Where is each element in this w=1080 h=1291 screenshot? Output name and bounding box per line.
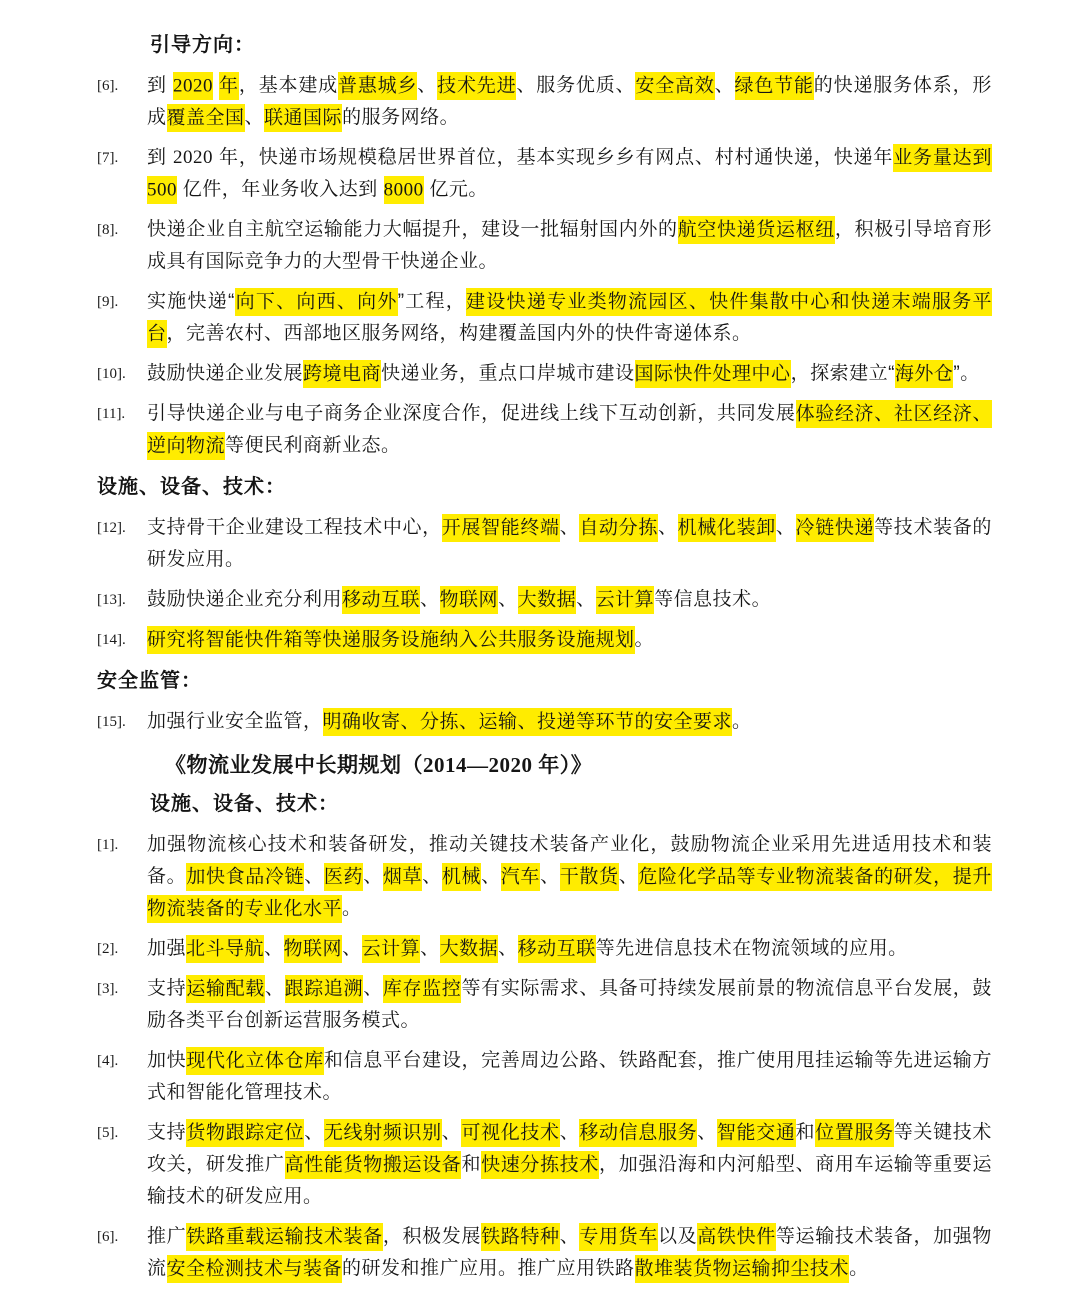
highlighted-text: 快速分拣技术: [481, 1151, 599, 1179]
plain-text: 加强: [147, 938, 187, 959]
highlighted-text: 覆盖全国: [167, 104, 245, 132]
highlighted-text: 物联网: [284, 935, 343, 963]
highlighted-text: 运输配载: [186, 975, 265, 1003]
highlighted-text: 年: [219, 72, 239, 100]
highlighted-text: 跨境电商: [303, 360, 381, 388]
highlighted-text: 业务量达到: [893, 144, 992, 172]
highlighted-text: 自动分拣: [579, 514, 658, 542]
highlighted-text: 向下、向西、向外: [235, 288, 398, 316]
highlighted-text: 高铁快件: [697, 1223, 776, 1251]
item-text: [147, 1221, 992, 1285]
item-number: [14].: [97, 632, 126, 648]
section-heading: 设施、设备、技术：: [97, 476, 286, 498]
item-number: [4].: [97, 1053, 119, 1069]
plain-text: 。: [849, 1258, 869, 1279]
highlighted-text: 2020: [173, 72, 213, 100]
highlighted-text: 散堆装货物运输抑尘技术: [635, 1255, 850, 1283]
highlighted-text: 冷链快递: [796, 514, 875, 542]
plain-text: 鼓励快递企业发展: [147, 363, 304, 384]
plain-text: 的快递服务体系，形成: [147, 75, 992, 128]
plain-text: ，基本建成: [238, 75, 338, 96]
item-text: [147, 142, 992, 206]
highlighted-text: 位置服务: [815, 1119, 894, 1147]
plain-text: ，加强沿海和内河船型、商用车运输等重要运输技术的研发应用。: [147, 1154, 992, 1207]
item-text: [147, 398, 992, 462]
item-number: [5].: [97, 1125, 119, 1141]
plain-text: 、: [264, 938, 284, 959]
list-item: [97, 973, 992, 1037]
plain-text: 到: [147, 75, 173, 96]
highlighted-text: 移动互联: [342, 586, 420, 614]
list-item: [97, 1117, 992, 1213]
item-text: [147, 1045, 992, 1109]
plain-text: 和: [795, 1122, 816, 1143]
list-item: [97, 358, 992, 390]
item-number: [9].: [97, 294, 119, 310]
plain-text: 支持: [147, 978, 187, 999]
section-heading: 设施、设备、技术：: [150, 793, 339, 815]
highlighted-text: 跟踪追溯: [285, 975, 364, 1003]
plain-text: 支持骨干企业建设工程技术中心，: [147, 517, 442, 538]
item-number: [8].: [97, 222, 119, 238]
item-number: [1].: [97, 837, 119, 853]
highlighted-text: 加快食品冷链: [186, 863, 304, 891]
highlighted-text: 联通国际: [264, 104, 342, 132]
plain-text: 、: [422, 866, 442, 887]
plain-text: 、: [420, 589, 440, 610]
plain-text: 、: [304, 1122, 324, 1143]
plain-text: ”。: [953, 363, 980, 384]
plain-text: 、: [657, 517, 678, 538]
item-text: [147, 70, 992, 134]
highlighted-text: 海外仓: [895, 360, 954, 388]
plain-text: 、: [559, 1122, 580, 1143]
highlighted-text: 大数据: [440, 935, 499, 963]
plain-text: 和信息平台建设，完善周边公路、铁路配套，推广使用甩挂运输等先进运输方式和智能化管理技术。: [147, 1050, 992, 1103]
highlighted-text: 专用货车: [579, 1223, 658, 1251]
plain-text: 等运输技术装备，加强物流: [147, 1226, 992, 1279]
list-item: [97, 829, 992, 925]
plain-text: ，积极发展: [382, 1226, 482, 1247]
plain-text: ”工程，: [397, 291, 467, 312]
highlighted-text: 智能交通: [717, 1119, 796, 1147]
item-text: [147, 829, 992, 925]
item-text: [147, 973, 992, 1037]
highlighted-text: 铁路重载运输技术装备: [186, 1223, 383, 1251]
item-text: [147, 584, 992, 616]
plain-text: 、: [540, 866, 560, 887]
plain-text: 、: [697, 1122, 717, 1143]
plain-text: 加强物流核心技术和装备研发，推动关键技术装备产业化，鼓励物流企业采用先进适用技术和装备。: [147, 834, 992, 887]
item-number: [6].: [97, 78, 119, 94]
highlighted-text: 机械化装卸: [678, 514, 776, 542]
plain-text: 到: [147, 147, 173, 168]
plain-text: 加强行业安全监管，: [147, 711, 323, 732]
highlighted-text: 研究将智能快件箱等快递服务设施纳入公共服务设施规划: [147, 626, 635, 654]
list-item: [97, 142, 992, 206]
highlighted-text: 汽车: [501, 863, 540, 891]
list-item: [97, 398, 992, 462]
list-item: [97, 70, 992, 134]
highlighted-text: 高性能货物搬运设备: [285, 1151, 462, 1179]
highlighted-text: 物联网: [440, 586, 499, 614]
highlighted-text: 开展智能终端: [442, 514, 560, 542]
plain-text: 鼓励快递企业充分利用: [147, 589, 343, 610]
plain-text: 等先进信息技术在物流领域的应用。: [595, 938, 908, 959]
section-heading: 引导方向：: [150, 34, 255, 56]
highlighted-text: 技术先进: [437, 72, 516, 100]
plain-text: 亿件，年业务收入达到: [177, 179, 384, 200]
list-item: [97, 1045, 992, 1109]
highlighted-text: 大数据: [518, 586, 577, 614]
highlighted-text: 国际快件处理中心: [635, 360, 791, 388]
highlighted-text: 移动信息服务: [579, 1119, 697, 1147]
plain-text: 。: [732, 711, 752, 732]
highlighted-text: 安全检测技术与装备: [167, 1255, 343, 1283]
highlighted-text: 500: [147, 176, 177, 204]
plain-text: 等关键技术攻关，研发推广: [147, 1122, 992, 1175]
item-number: [3].: [97, 981, 119, 997]
highlighted-text: 现代化立体仓库: [186, 1047, 324, 1075]
list-item: [97, 214, 992, 278]
plain-text: 的服务网络。: [342, 107, 460, 128]
highlighted-text: 无线射频识别: [324, 1119, 442, 1147]
item-text: [147, 933, 992, 965]
item-text: [147, 286, 992, 350]
plain-text: 、: [363, 978, 383, 999]
plain-text: 、: [775, 517, 796, 538]
list-item: [97, 933, 992, 965]
plain-text: 、: [559, 1226, 580, 1247]
item-text: [147, 624, 992, 656]
highlighted-text: 建设快递专业类物流园区、快件集散中心和快递末端服务平台: [147, 288, 992, 348]
highlighted-text: 烟草: [383, 863, 422, 891]
plain-text: 快递业务，重点口岸城市建设: [381, 363, 635, 384]
plain-text: 加快: [147, 1050, 187, 1071]
plain-text: 、: [481, 866, 501, 887]
item-number: [2].: [97, 941, 119, 957]
plain-text: 快递企业自主航空运输能力大幅提升，建设一批辐射国内外的: [147, 219, 678, 240]
plain-text: 。: [342, 898, 362, 919]
item-text: [147, 1117, 992, 1213]
plain-text: 引导快递企业与电子商务企业深度合作，促进线上线下互动创新，共同发展: [147, 403, 796, 424]
plain-text: 、: [618, 866, 639, 887]
plain-text: 。: [634, 629, 655, 650]
list-item: [97, 1221, 992, 1285]
plain-text: 2020: [172, 147, 213, 168]
plain-text: 年，快递市场规模稳居世界首位，基本实现乡乡有网点、村村通快递，快递年: [212, 147, 894, 168]
plain-text: 、: [417, 75, 438, 96]
plain-text: 、: [420, 938, 440, 959]
highlighted-text: 可视化技术: [461, 1119, 559, 1147]
item-number: [13].: [97, 592, 126, 608]
plain-text: 和: [461, 1154, 482, 1175]
list-item: [97, 512, 992, 576]
plain-text: ，积极引导培育形成具有国际竞争力的大型骨干快递企业。: [147, 219, 992, 272]
plain-text: 等技术装备的研发应用。: [147, 517, 992, 570]
document-body: [97, 32, 992, 1285]
plain-text: 、: [244, 107, 265, 128]
plain-text: 、: [559, 517, 580, 538]
plain-text: 、: [441, 1122, 462, 1143]
plain-text: ，探索建立“: [790, 363, 895, 384]
highlighted-text: 8000: [384, 176, 424, 204]
highlighted-text: 安全高效: [635, 72, 714, 100]
item-text: [147, 512, 992, 576]
highlighted-text: 航空快递货运枢纽: [678, 216, 835, 244]
item-text: [147, 358, 992, 390]
plain-text: 、: [363, 866, 383, 887]
section-heading: 安全监管：: [97, 670, 202, 692]
highlighted-text: 机械: [442, 863, 481, 891]
plain-text: 推广: [147, 1226, 187, 1247]
plain-text: 等有实际需求、具备可持续发展前景的物流信息平台发展，鼓励各类平台创新运营服务模式。: [147, 978, 992, 1031]
item-number: [12].: [97, 520, 126, 536]
list-item: [97, 584, 992, 616]
highlighted-text: 普惠城乡: [338, 72, 417, 100]
plain-text: 、: [342, 938, 362, 959]
highlighted-text: 货物跟踪定位: [186, 1119, 304, 1147]
list-item: [97, 624, 992, 656]
plain-text: ，完善农村、西部地区服务网络，构建覆盖国内外的快件寄递体系。: [166, 323, 752, 344]
item-number: [15].: [97, 714, 126, 730]
plain-text: 亿元。: [423, 179, 488, 200]
plain-text: 支持: [147, 1122, 187, 1143]
highlighted-text: 危险化学品等专业物流装备的研发，提升物流装备的专业化水平: [147, 863, 992, 923]
highlighted-text: 库存监控: [383, 975, 462, 1003]
plain-text: 、: [576, 589, 596, 610]
highlighted-text: 明确收寄、分拣、运输、投递等环节的安全要求: [323, 708, 733, 736]
item-text: [147, 706, 992, 738]
highlighted-text: 移动互联: [518, 935, 596, 963]
document-title: 《物流业发展中长期规划（2014—2020 年）》: [165, 753, 593, 777]
plain-text: 等便民利商新业态。: [225, 435, 401, 456]
highlighted-text: 干散货: [560, 863, 619, 891]
plain-text: 、: [498, 589, 518, 610]
highlighted-text: 云计算: [596, 586, 655, 614]
item-number: [11].: [97, 406, 126, 422]
item-text: [147, 214, 992, 278]
list-item: [97, 286, 992, 350]
plain-text: 、服务优质、: [516, 75, 636, 96]
highlighted-text: 铁路特种: [481, 1223, 560, 1251]
item-number: [7].: [97, 150, 119, 166]
plain-text: 的研发和推广应用。推广应用铁路: [342, 1258, 635, 1279]
highlighted-text: 云计算: [362, 935, 421, 963]
highlighted-text: 医药: [324, 863, 363, 891]
plain-text: 、: [714, 75, 735, 96]
list-item: [97, 706, 992, 738]
plain-text: 等信息技术。: [654, 589, 772, 610]
highlighted-text: 体验经济、社区经济、逆向物流: [147, 400, 992, 460]
plain-text: 以及: [657, 1226, 698, 1247]
plain-text: 实施快递“: [147, 291, 235, 312]
item-number: [10].: [97, 366, 126, 382]
highlighted-text: 北斗导航: [186, 935, 264, 963]
plain-text: 、: [498, 938, 518, 959]
highlighted-text: 绿色节能: [735, 72, 814, 100]
item-number: [6].: [97, 1229, 119, 1245]
plain-text: 、: [304, 866, 324, 887]
plain-text: 、: [264, 978, 285, 999]
